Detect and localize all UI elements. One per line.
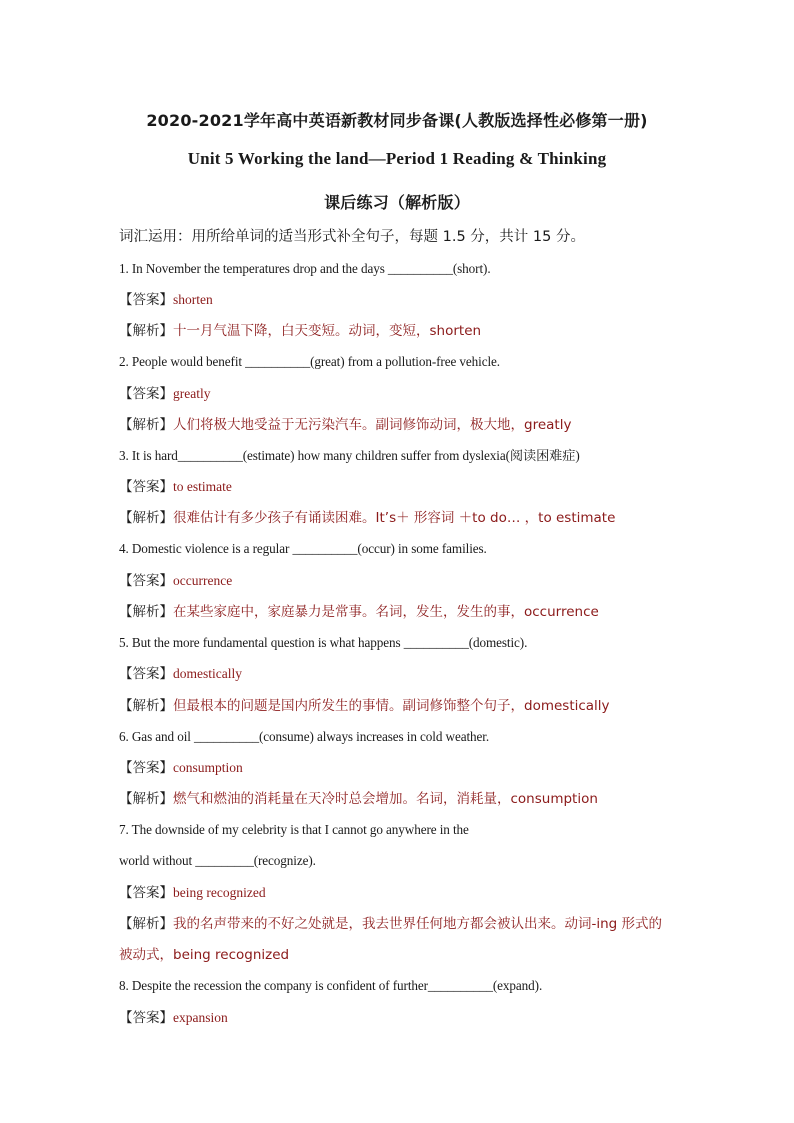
analysis-3: 很难估计有多少孩子有诵读困难。It’s＋ 形容词 ＋to do… ，to estimate bbox=[173, 510, 616, 526]
analysis-7: 我的名声带来的不好之处就是，我去世界任何地方都会被认出来。动词-ing 形式的 bbox=[173, 916, 663, 932]
answer-label: 【答案】 bbox=[119, 292, 173, 308]
answer-2: greatly bbox=[173, 386, 211, 401]
answer-7: being recognized bbox=[173, 885, 266, 900]
answer-6: consumption bbox=[173, 760, 243, 775]
answer-row-2 bbox=[119, 385, 210, 403]
analysis-row-1 bbox=[119, 322, 481, 340]
doc-section-title: 课后练习（解析版） bbox=[324, 193, 470, 212]
answer-row-1 bbox=[119, 291, 213, 309]
question-1: 1. In November the temperatures drop and the days __________(short). bbox=[119, 261, 491, 276]
answer-label: 【答案】 bbox=[119, 666, 173, 682]
answer-row-5 bbox=[119, 665, 242, 683]
question-3: 3. It is hard__________(estimate) how many children suffer from dyslexia(阅读困难症) bbox=[119, 448, 580, 463]
analysis-7-continued: 被动式，being recognized bbox=[119, 947, 290, 963]
analysis-label: 【解析】 bbox=[119, 510, 173, 526]
analysis-row-5 bbox=[119, 697, 610, 715]
answer-label: 【答案】 bbox=[119, 1010, 173, 1026]
answer-label: 【答案】 bbox=[119, 479, 173, 495]
question-8: 8. Despite the recession the company is confident of further__________(expand). bbox=[119, 978, 543, 993]
answer-1: shorten bbox=[173, 292, 213, 307]
analysis-row-7 bbox=[119, 915, 662, 933]
analysis-label: 【解析】 bbox=[119, 323, 173, 339]
question-7: 7. The downside of my celebrity is that I cannot go anywhere in the bbox=[119, 822, 469, 837]
answer-3: to estimate bbox=[173, 479, 232, 494]
answer-label: 【答案】 bbox=[119, 573, 173, 589]
question-4: 4. Domestic violence is a regular __________(occur) in some families. bbox=[119, 541, 487, 556]
analysis-row-4 bbox=[119, 603, 599, 621]
analysis-4: 在某些家庭中，家庭暴力是常事。名词，发生，发生的事，occurrence bbox=[173, 604, 599, 620]
answer-row-8 bbox=[119, 1009, 228, 1027]
question-7-continued: world without _________(recognize). bbox=[119, 853, 316, 868]
instruction-text: 词汇运用：用所给单词的适当形式补全句子，每题 1.5 分，共计 15 分。 bbox=[119, 229, 585, 245]
analysis-6: 燃气和燃油的消耗量在天冷时总会增加。名词，消耗量，consumption bbox=[173, 791, 598, 807]
answer-8: expansion bbox=[173, 1010, 228, 1025]
question-2: 2. People would benefit __________(great) from a pollution-free vehicle. bbox=[119, 354, 500, 369]
answer-row-7 bbox=[119, 884, 266, 902]
answer-label: 【答案】 bbox=[119, 760, 173, 776]
answer-label: 【答案】 bbox=[119, 885, 173, 901]
analysis-row-2 bbox=[119, 416, 571, 434]
analysis-label: 【解析】 bbox=[119, 698, 173, 714]
question-6: 6. Gas and oil __________(consume) always increases in cold weather. bbox=[119, 729, 490, 744]
answer-4: occurrence bbox=[173, 573, 233, 588]
analysis-row-3 bbox=[119, 509, 615, 527]
analysis-row-7-continued bbox=[119, 946, 289, 964]
answer-row-4 bbox=[119, 572, 232, 590]
answer-label: 【答案】 bbox=[119, 386, 173, 402]
analysis-label: 【解析】 bbox=[119, 604, 173, 620]
analysis-2: 人们将极大地受益于无污染汽车。副词修饰动词，极大地，greatly bbox=[173, 417, 572, 433]
question-5: 5. But the more fundamental question is what happens __________(domestic). bbox=[119, 635, 528, 650]
answer-row-3 bbox=[119, 478, 232, 496]
analysis-5: 但最根本的问题是国内所发生的事情。副词修饰整个句子，domestically bbox=[173, 698, 610, 714]
analysis-label: 【解析】 bbox=[119, 417, 173, 433]
analysis-label: 【解析】 bbox=[119, 916, 173, 932]
answer-row-6 bbox=[119, 759, 243, 777]
doc-title: 2020-2021学年高中英语新教材同步备课(人教版选择性必修第一册) bbox=[146, 111, 648, 130]
doc-subtitle: Unit 5 Working the land—Period 1 Reading & Thinking bbox=[187, 149, 607, 168]
analysis-1: 十一月气温下降，白天变短。动词，变短，shorten bbox=[173, 323, 482, 339]
analysis-label: 【解析】 bbox=[119, 791, 173, 807]
answer-5: domestically bbox=[173, 666, 242, 681]
analysis-row-6 bbox=[119, 790, 598, 808]
